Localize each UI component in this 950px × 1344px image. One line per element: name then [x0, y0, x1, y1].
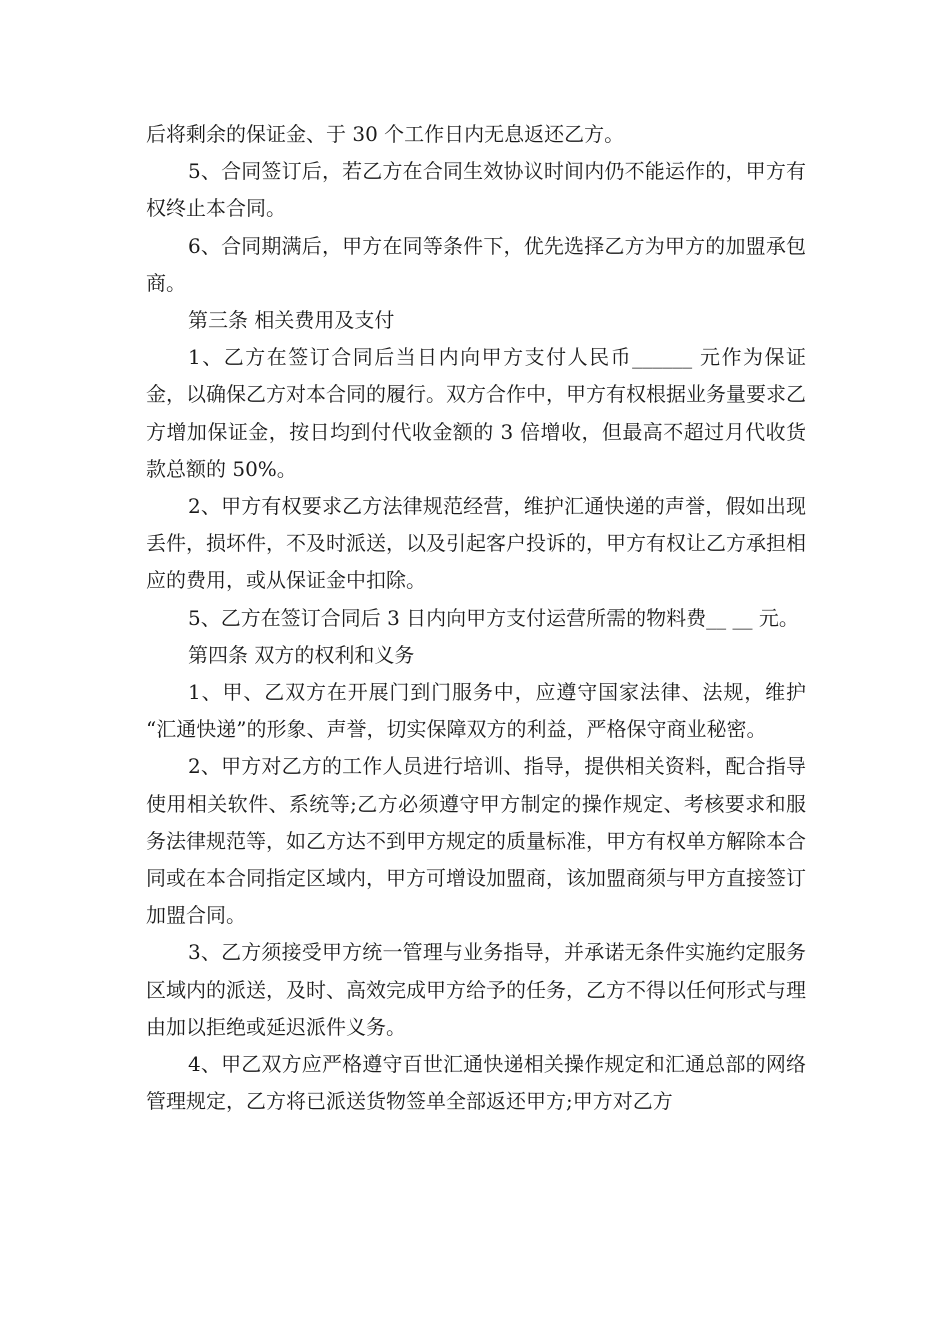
paragraph: 2、甲方有权要求乙方法律规范经营，维护汇通快递的声誉，假如出现丢件，损坏件，不及时派送，以及引起客户投诉的，甲方有权让乙方承担相应的费用，或从保证金中扣除。	[146, 494, 806, 593]
section-heading: 第四条 双方的权利和义务	[188, 642, 415, 667]
paragraph: 6、合同期满后，甲方在同等条件下，优先选择乙方为甲方的加盟承包商。	[146, 233, 806, 295]
paragraph: 后将剩余的保证金、于 30 个工作日内无息返还乙方。	[146, 122, 625, 146]
paragraph: 5、合同签订后，若乙方在合同生效协议时间内仍不能运作的，甲方有权终止本合同。	[146, 159, 806, 221]
section-heading: 第三条 相关费用及支付	[188, 308, 395, 333]
paragraph: 3、乙方须接受甲方统一管理与业务指导，并承诺无条件实施约定服务区域内的派送，及时、高效完成甲方给予的任务，乙方不得以任何形式与理由加以拒绝或延迟派件义务。	[146, 940, 806, 1039]
document-body	[146, 116, 806, 1120]
paragraph: 5、乙方在签订合同后 3 日内向甲方支付运营所需的物料费__ __ 元。	[188, 605, 799, 630]
paragraph: 1、乙方在签订合同后当日内向甲方支付人民币______ 元作为保证金，以确保乙方对本合同的履行。双方合作中，甲方有权根据业务量要求乙方增加保证金，按日均到付代收金额的 3 倍增收，但最高不超过月代收货款总额的 50%。	[146, 345, 806, 481]
paragraph: 1、甲、乙双方在开展门到门服务中，应遵守国家法律、法规，维护 “汇通快递”的形象、声誉，切实保障双方的利益，严格保守商业秘密。	[146, 680, 806, 742]
paragraph: 4、甲乙双方应严格遵守百世汇通快递相关操作规定和汇通总部的网络管理规定，乙方将已派送货物签单全部返还甲方;甲方对乙方	[146, 1052, 806, 1114]
paragraph: 2、甲方对乙方的工作人员进行培训、指导，提供相关资料，配合指导使用相关软件、系统等;乙方必须遵守甲方制定的操作规定、考核要求和服务法律规范等，如乙方达不到甲方规定的质量标准，甲方有权单方解除本合同或在本合同指定区域内，甲方可增设加盟商，该加盟商须与甲方直接签订加盟合同。	[146, 754, 806, 928]
